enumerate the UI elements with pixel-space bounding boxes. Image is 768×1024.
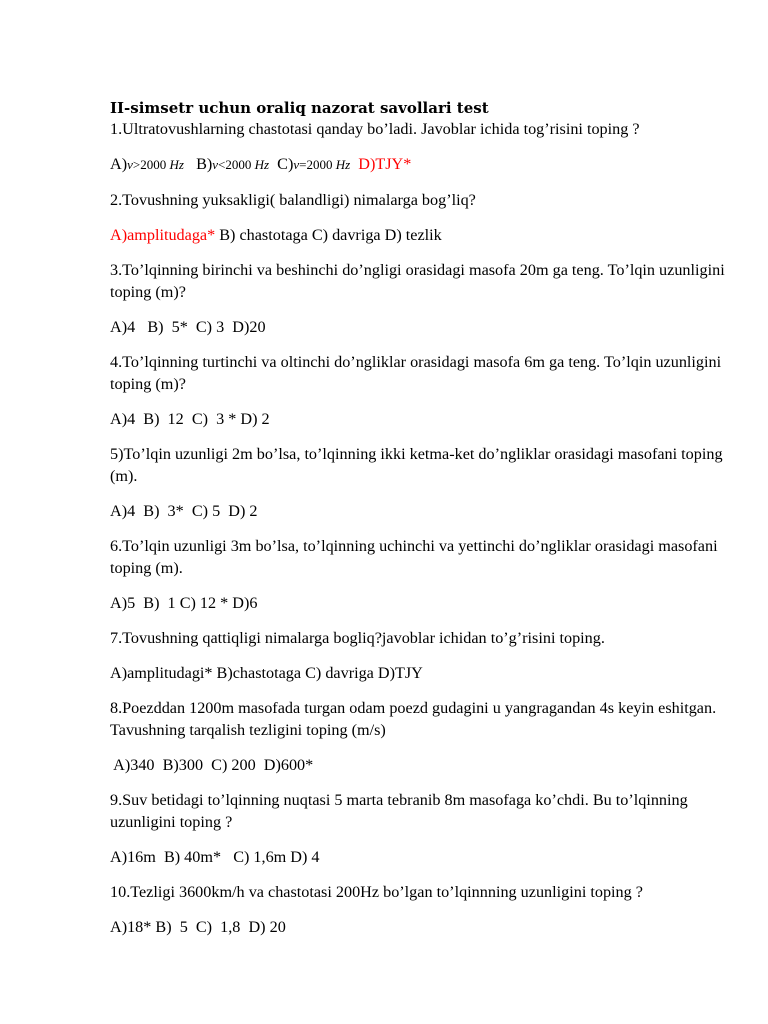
- option-a-correct: A)amplitudaga*: [110, 226, 216, 244]
- answers-10: A)18* B) 5 C) 1,8 D) 20: [110, 918, 286, 936]
- answers-4: A)4 B) 12 C) 3 * D) 2: [110, 410, 270, 428]
- answers-3: A)4 B) 5* C) 3 D)20: [110, 318, 266, 336]
- question-9: 9.Suv betidagi to’lqinning nuqtasi 5 marta tebranib 8m masofaga ko’chdi. Bu to’lqinning uzunligini toping ?: [110, 791, 688, 831]
- answers-7: A)amplitudagi* B)chastotaga C) davriga D)TJY: [110, 664, 423, 682]
- question-6: 6.To’lqin uzunligi 3m bo’lsa, to’lqinning uchinchi va yettinchi do’ngliklar orasidagi masofani toping (m).: [110, 537, 718, 577]
- answers-1: [110, 153, 730, 176]
- answers-8: A)340 B)300 C) 200 D)600*: [110, 756, 314, 774]
- question-10: 10.Tezligi 3600km/h va chastotasi 200Hz bo’lgan to’lqinnning uzunligini toping ?: [110, 883, 643, 901]
- option-b: B)v<2000 Hz: [196, 155, 270, 173]
- options-rest: B) chastotaga C) davriga D) tezlik: [215, 226, 442, 244]
- question-8: 8.Poezddan 1200m masofada turgan odam poezd gudagini u yangragandan 4s keyin eshitgan. Tavushning tarqalish tezligini toping (m/s): [110, 699, 717, 739]
- answers-2: [110, 224, 730, 246]
- answers-6: A)5 B) 1 C) 12 * D)6: [110, 594, 258, 612]
- question-3: 3.To’lqinning birinchi va beshinchi do’ngligi orasidagi masofa 20m ga teng. To’lqin uzunligini toping (m)?: [110, 261, 725, 301]
- option-d-correct: D)TJY*: [358, 155, 412, 173]
- question-7: 7.Tovushning qattiqligi nimalarga bogliq?javoblar ichidan to’g’risini toping.: [110, 629, 605, 647]
- answers-5: A)4 B) 3* C) 5 D) 2: [110, 502, 258, 520]
- document-title: II-simsetr uchun oraliq nazorat savollari test: [110, 99, 489, 117]
- question-2: 2.Tovushning yuksakligi( balandligi) nimalarga bog’liq?: [110, 191, 476, 209]
- question-4: 4.To’lqinning turtinchi va oltinchi do’ngliklar orasidagi masofa 6m ga teng. To’lqin uzunligini toping (m)?: [110, 353, 722, 393]
- option-a: A)v>2000 Hz: [110, 155, 184, 173]
- question-1: 1.Ultratovushlarning chastotasi qanday bo’ladi. Javoblar ichida tog’risini toping ?: [110, 120, 640, 138]
- option-c: C)v=2000 Hz: [277, 155, 351, 173]
- answers-9: A)16m B) 40m* C) 1,6m D) 4: [110, 848, 320, 866]
- question-5: 5)To’lqin uzunligi 2m bo’lsa, to’lqinning ikki ketma-ket do’ngliklar orasidagi masofani toping (m).: [110, 445, 723, 485]
- test-document: [110, 98, 730, 951]
